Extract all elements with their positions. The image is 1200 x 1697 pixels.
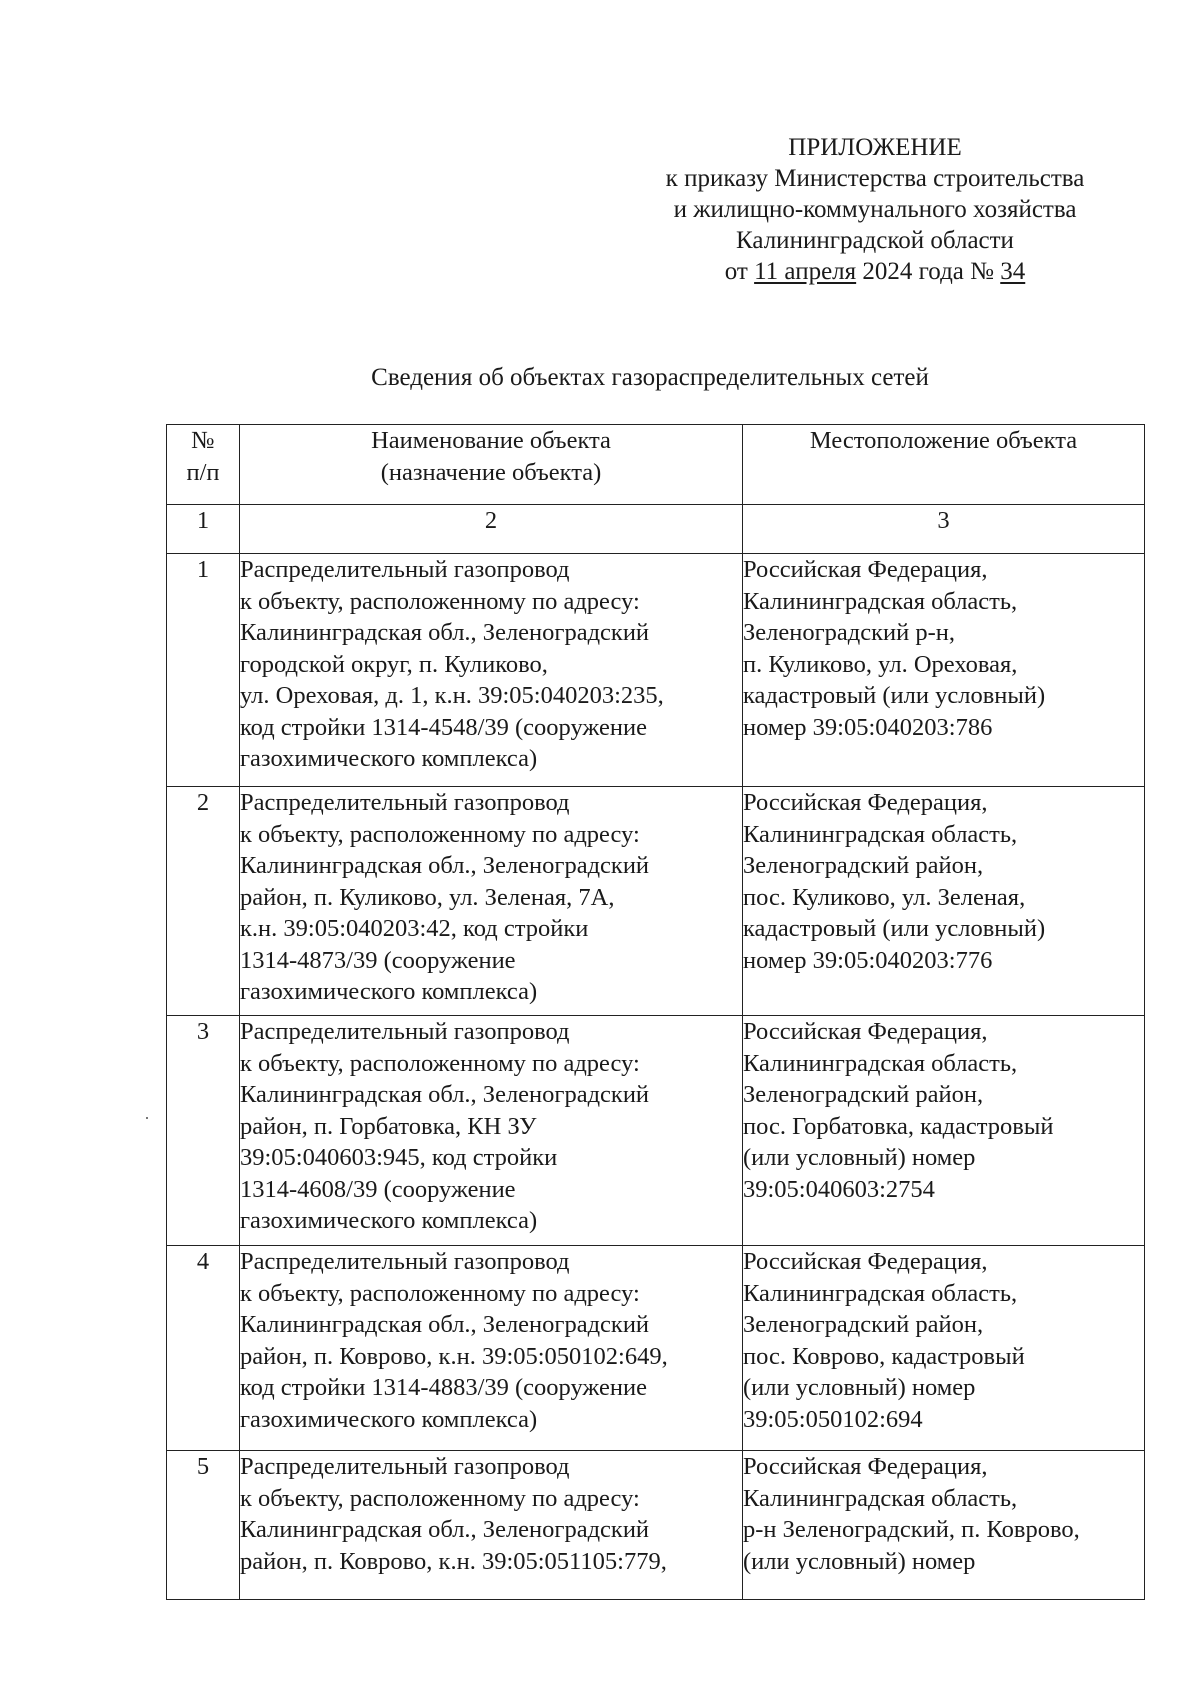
appendix-line-1: к приказу Министерства строительства (665, 165, 1085, 192)
object-name-line: к объекту, расположенному по адресу: (240, 1484, 640, 1512)
table-row (167, 554, 1145, 787)
object-name-line: газохимического комплекса) (240, 1405, 538, 1433)
object-name-cell (240, 1016, 743, 1246)
object-name-line: Калининградская обл., Зеленоградский (240, 1081, 650, 1108)
object-location-line: Калининградская область, (743, 587, 1018, 615)
object-location-line: Калининградская область, (743, 1049, 1018, 1077)
table-row (167, 1246, 1145, 1451)
object-name-line: Калининградская обл., Зеленоградский (240, 1516, 650, 1543)
object-name-line: Калининградская обл., Зеленоградский (240, 1311, 650, 1338)
object-location-line: Российская Федерация, (743, 789, 988, 816)
object-location-line: (или условный) номер (743, 1547, 976, 1575)
header-number (167, 425, 240, 505)
row-number: 3 (167, 1016, 240, 1246)
object-name-line: к объекту, расположенному по адресу: (240, 587, 640, 615)
order-number: 34 (1000, 258, 1026, 285)
object-location-line: Российская Федерация, (743, 1248, 988, 1275)
row-number: 1 (167, 554, 240, 787)
row-number: 4 (167, 1246, 240, 1451)
object-location-line: номер 39:05:040203:776 (743, 946, 993, 974)
scan-speck (146, 1117, 148, 1119)
table-header-row (167, 425, 1145, 505)
object-name-line: Калининградская обл., Зеленоградский (240, 852, 650, 879)
object-name-cell (240, 554, 743, 787)
object-location-line: 39:05:040603:2754 (743, 1175, 935, 1203)
object-name-cell (240, 787, 743, 1016)
appendix-line-3: Калининградской области (736, 227, 1014, 254)
object-name-line: Распределительный газопровод (240, 1018, 570, 1045)
object-name-line: газохимического комплекса) (240, 978, 538, 1005)
object-name-line: район, п. Куликово, ул. Зеленая, 7А, (240, 883, 615, 911)
object-location-line: Зеленоградский р-н, (743, 619, 956, 646)
table-row (167, 787, 1145, 1016)
object-name-line: район, п. Коврово, к.н. 39:05:050102:649, (240, 1342, 668, 1370)
column-number: 3 (743, 505, 1145, 554)
object-location-line: Российская Федерация, (743, 556, 988, 583)
table-row (167, 1451, 1145, 1600)
object-location-line: п. Куликово, ул. Ореховая, (743, 650, 1018, 678)
appendix-line-2: и жилищно-коммунального хозяйства (673, 196, 1077, 223)
date-middle: 2024 года № (856, 258, 1001, 285)
object-name-line: код стройки 1314-4548/39 (сооружение (240, 713, 647, 741)
object-location-line: кадастровый (или условный) (743, 682, 1046, 709)
table-row (167, 1016, 1145, 1246)
column-number: 2 (240, 505, 743, 554)
object-name-line: городской округ, п. Куликово, (240, 650, 548, 678)
object-name-line: район, п. Коврово, к.н. 39:05:051105:779, (240, 1547, 667, 1575)
object-location-cell (743, 787, 1145, 1016)
object-location-line: Зеленоградский район, (743, 852, 984, 879)
date-prefix: от (724, 258, 755, 285)
row-number: 5 (167, 1451, 240, 1600)
object-location-line: Зеленоградский район, (743, 1081, 984, 1108)
object-name-line: Калининградская обл., Зеленоградский (240, 619, 650, 646)
object-name-line: ул. Ореховая, д. 1, к.н. 39:05:040203:235, (240, 682, 664, 709)
column-numbers-row (167, 505, 1145, 554)
header-object-name-line-1: Наименование объекта (371, 427, 611, 454)
appendix-title: ПРИЛОЖЕНИЕ (788, 134, 962, 161)
object-location-line: пос. Куликово, ул. Зеленая, (743, 883, 1026, 911)
object-location-line: Калининградская область, (743, 820, 1018, 848)
header-object-location-label: Местоположение объекта (809, 427, 1078, 454)
object-name-line: 1314-4608/39 (сооружение (240, 1175, 516, 1203)
row-number: 2 (167, 787, 240, 1016)
object-location-line: Российская Федерация, (743, 1018, 988, 1045)
object-name-line: 1314-4873/39 (сооружение (240, 946, 516, 974)
object-location-cell (743, 1451, 1145, 1600)
object-name-line: газохимического комплекса) (240, 1207, 538, 1234)
column-number: 1 (167, 505, 240, 554)
object-location-line: Зеленоградский район, (743, 1311, 984, 1338)
object-name-line: Распределительный газопровод (240, 1248, 570, 1275)
object-location-line: Калининградская область, (743, 1484, 1018, 1512)
object-location-line: (или условный) номер (743, 1144, 976, 1171)
object-location-line: номер 39:05:040203:786 (743, 713, 993, 741)
object-location-cell (743, 1246, 1145, 1451)
object-location-line: 39:05:050102:694 (743, 1405, 923, 1433)
header-object-name (240, 425, 743, 505)
document-title: Сведения об объектах газораспределительных сетей (371, 364, 929, 391)
object-name-cell (240, 1451, 743, 1600)
header-number-label: п/п (186, 458, 220, 486)
object-name-line: к объекту, расположенному по адресу: (240, 1279, 640, 1307)
object-location-cell (743, 1016, 1145, 1246)
object-location-line: Российская Федерация, (743, 1453, 988, 1480)
object-name-line: 39:05:040603:945, код стройки (240, 1144, 558, 1171)
object-name-line: Распределительный газопровод (240, 789, 570, 816)
header-object-location (743, 425, 1145, 505)
object-location-line: пос. Коврово, кадастровый (743, 1342, 1025, 1370)
objects-table (166, 424, 1145, 1600)
object-location-line: Калининградская область, (743, 1279, 1018, 1307)
object-name-line: к объекту, расположенному по адресу: (240, 1049, 640, 1077)
object-name-line: к объекту, расположенному по адресу: (240, 820, 640, 848)
object-name-line: к.н. 39:05:040203:42, код стройки (240, 915, 589, 942)
object-name-line: код стройки 1314-4883/39 (сооружение (240, 1374, 647, 1401)
object-name-line: Распределительный газопровод (240, 1453, 570, 1480)
appendix-header (600, 132, 1150, 287)
object-name-line: Распределительный газопровод (240, 556, 570, 583)
object-location-line: пос. Горбатовка, кадастровый (743, 1112, 1054, 1140)
object-location-cell (743, 554, 1145, 787)
object-location-line: кадастровый (или условный) (743, 915, 1046, 942)
order-date: 11 апреля (754, 258, 857, 285)
header-object-name-line-2: (назначение объекта) (380, 458, 602, 486)
appendix-date-line (600, 256, 1150, 287)
object-location-line: р-н Зеленоградский, п. Коврово, (743, 1516, 1080, 1543)
header-number-symbol: № (191, 427, 215, 454)
object-name-line: район, п. Горбатовка, КН ЗУ (240, 1112, 537, 1140)
object-location-line: (или условный) номер (743, 1374, 976, 1401)
object-name-line: газохимического комплекса) (240, 745, 538, 772)
object-name-cell (240, 1246, 743, 1451)
